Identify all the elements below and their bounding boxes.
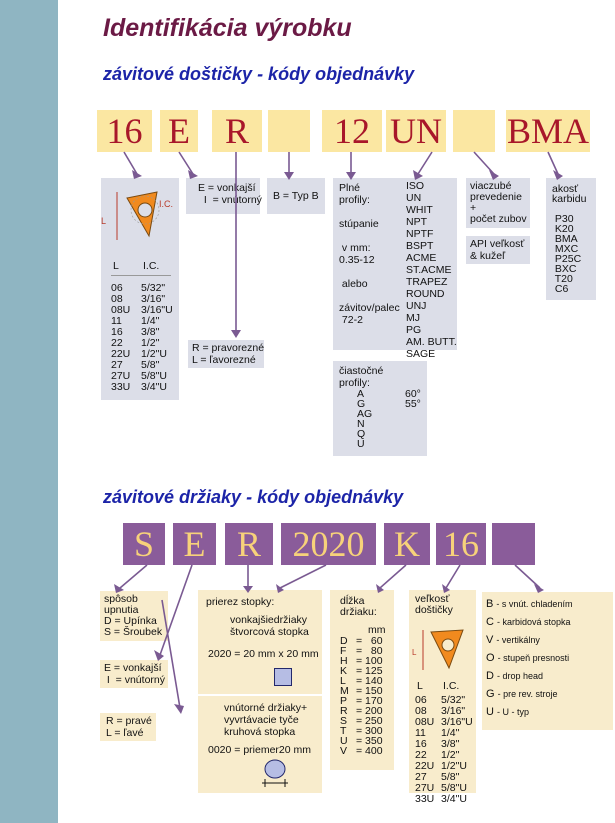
holder-code-size: 16 — [436, 523, 486, 565]
size-row-code: 08 — [111, 293, 123, 305]
size-row-code: 08U — [415, 716, 435, 728]
option-desc: - stupeň presnosti — [497, 653, 570, 663]
size-row-code: 16 — [111, 326, 123, 338]
partial-profile-degrees: 60° 55° — [405, 388, 421, 410]
size-row-code: 06 — [111, 282, 123, 294]
size-row-ic: 1/2"U — [441, 760, 467, 772]
clamp-method-box: spôsob upnutia D = Upínka S = Šroubek — [100, 591, 168, 641]
insert-code-profile: UN — [386, 110, 446, 152]
length-letters: D F H K L M P R S T U V — [340, 635, 349, 757]
size-row-ic: 5/8"U — [141, 370, 167, 382]
holder-col-header-ic: I.C. — [443, 680, 460, 692]
insert-code-grade: BMA — [506, 111, 590, 151]
size-row-code: 22 — [415, 749, 427, 761]
cross-section-head: prierez stopky: — [206, 596, 275, 608]
img-label-ic: I.C. — [159, 199, 174, 209]
page-title: Identifikácia výrobku — [103, 14, 352, 42]
insert-rl-box: R = pravorezné L = ľavorezné — [188, 340, 264, 368]
length-unit: mm — [368, 624, 386, 636]
size-row-code: 27U — [415, 782, 435, 794]
option-desc: - s vnút. chladením — [496, 599, 573, 609]
size-row-ic: 5/32" — [441, 694, 466, 706]
size-row-ic: 5/8" — [441, 771, 460, 783]
length-head: dĺžka držiaku: — [340, 595, 377, 618]
option-desc: - pre rev. stroje — [497, 689, 558, 699]
holder-code-ei: E — [173, 523, 216, 565]
holder-code-length: K — [384, 523, 430, 565]
holder-rl-box: R = pravé L = ľavé — [100, 713, 156, 741]
size-row-code: 08U — [111, 304, 131, 316]
size-row-code: 08 — [415, 705, 427, 717]
insert-code-ei: E — [160, 110, 198, 152]
size-row-code: 22U — [415, 760, 435, 772]
size-row-ic: 3/16"U — [141, 304, 173, 316]
size-row-code: 27 — [415, 771, 427, 783]
size-row-code: 11 — [111, 315, 122, 327]
size-row-ic: 3/8" — [441, 738, 460, 750]
size-row-code: 27 — [111, 359, 123, 371]
section2-subtitle: závitové držiaky - kódy objednávky — [103, 487, 404, 507]
option-desc: - U - typ — [497, 707, 530, 717]
holder-code-rl: R — [225, 523, 273, 565]
size-row-ic: 3/16" — [141, 293, 166, 305]
insert-code-pitch: 12 — [322, 110, 382, 152]
option-key: C — [486, 616, 497, 628]
insert-code-size: 16 — [97, 110, 152, 152]
size-row-ic: 3/8" — [141, 326, 160, 338]
holder-code-clamp: S — [123, 523, 165, 565]
holder-ei-box: E = vonkajší I = vnútorný — [100, 660, 168, 688]
full-profile-list: ISO UN WHIT NPT NPTF BSPT ACME ST.ACME TRAPEZ ROUND UNJ MJ PG AM. BUTT. SAGE — [406, 180, 457, 360]
carbide-grade-box: akosť karbidu P30 K20 BMA MXC P25C BXC T20 C6 — [546, 178, 596, 300]
size-row-ic: 1/4" — [141, 315, 160, 327]
size-row-ic: 3/16" — [441, 705, 466, 717]
insert-code-rl: R — [212, 110, 262, 152]
size-row-ic: 3/4"U — [141, 381, 167, 393]
size-row-code: 11 — [415, 727, 426, 739]
api-box: API veľkosť & kužeľ — [466, 236, 530, 264]
img-label-l: L — [101, 216, 107, 226]
length-values: = 60 = 80 = 100 = 125 = 140 = 150 = 170 = 200 = 250 = 300 = 350 = 400 — [356, 635, 383, 757]
full-profile-labels: Plné profily: stúpanie v mm: 0.35-12 alebo závitov/palec 72-2 — [339, 182, 400, 326]
size-row-ic: 1/4" — [441, 727, 460, 739]
size-row-code: 22U — [111, 348, 131, 360]
size-row-ic: 1/2"U — [141, 348, 167, 360]
holder-col-header-l: L — [417, 680, 423, 692]
option-desc: - vertikálny — [496, 635, 540, 645]
holder-size-head: veľkosť doštičky — [415, 593, 453, 616]
size-row-code: 16 — [415, 738, 427, 750]
insert-type-box: B = Typ B — [267, 178, 325, 214]
round-example: 0020 = priemer20 mm — [208, 744, 312, 756]
size-row-ic: 5/32" — [141, 282, 166, 294]
size-row-code: 27U — [111, 370, 131, 382]
option-key: D — [486, 670, 497, 682]
size-row-ic: 5/8" — [141, 359, 160, 371]
holder-code-shank: 2020 — [281, 523, 376, 565]
size-row-ic: 5/8"U — [441, 782, 467, 794]
size-row-ic: 1/2" — [441, 749, 460, 761]
size-row-ic: 1/2" — [141, 337, 160, 349]
section1-subtitle: závitové doštičky - kódy objednávky — [103, 64, 415, 84]
partial-profile-head: čiastočné profily: — [339, 365, 384, 389]
size-row-code: 22 — [111, 337, 123, 349]
option-desc: - karbidová stopka — [497, 617, 571, 627]
insert-ei-box: E = vonkajší I = vnútorný — [186, 178, 260, 214]
size-row-code: 06 — [415, 694, 427, 706]
square-desc: vonkajšiedržiaky štvorcová stopka — [230, 614, 309, 638]
size-row-ic: 3/16"U — [441, 716, 473, 728]
option-key: U — [486, 706, 497, 718]
size-row-code: 33U — [415, 793, 435, 805]
round-desc: vnútorné držiaky+ vyvrtávacie tyče kruhová stopka — [224, 702, 308, 738]
holder-img-label-l: L — [412, 648, 417, 657]
col-header-ic: I.C. — [143, 260, 160, 272]
col-header-l: L — [113, 260, 119, 272]
partial-profile-letters: A G AG N Q U — [357, 388, 373, 450]
multi-tooth-box: viaczubé prevedenie + počet zubov — [466, 178, 530, 228]
size-row-ic: 3/4"U — [441, 793, 467, 805]
option-desc: - drop head — [497, 671, 544, 681]
option-key: V — [486, 634, 497, 646]
option-key: B — [486, 598, 497, 610]
square-example: 2020 = 20 mm x 20 mm — [208, 648, 319, 660]
option-key: G — [486, 688, 498, 700]
option-key: O — [486, 652, 498, 664]
size-row-code: 33U — [111, 381, 131, 393]
